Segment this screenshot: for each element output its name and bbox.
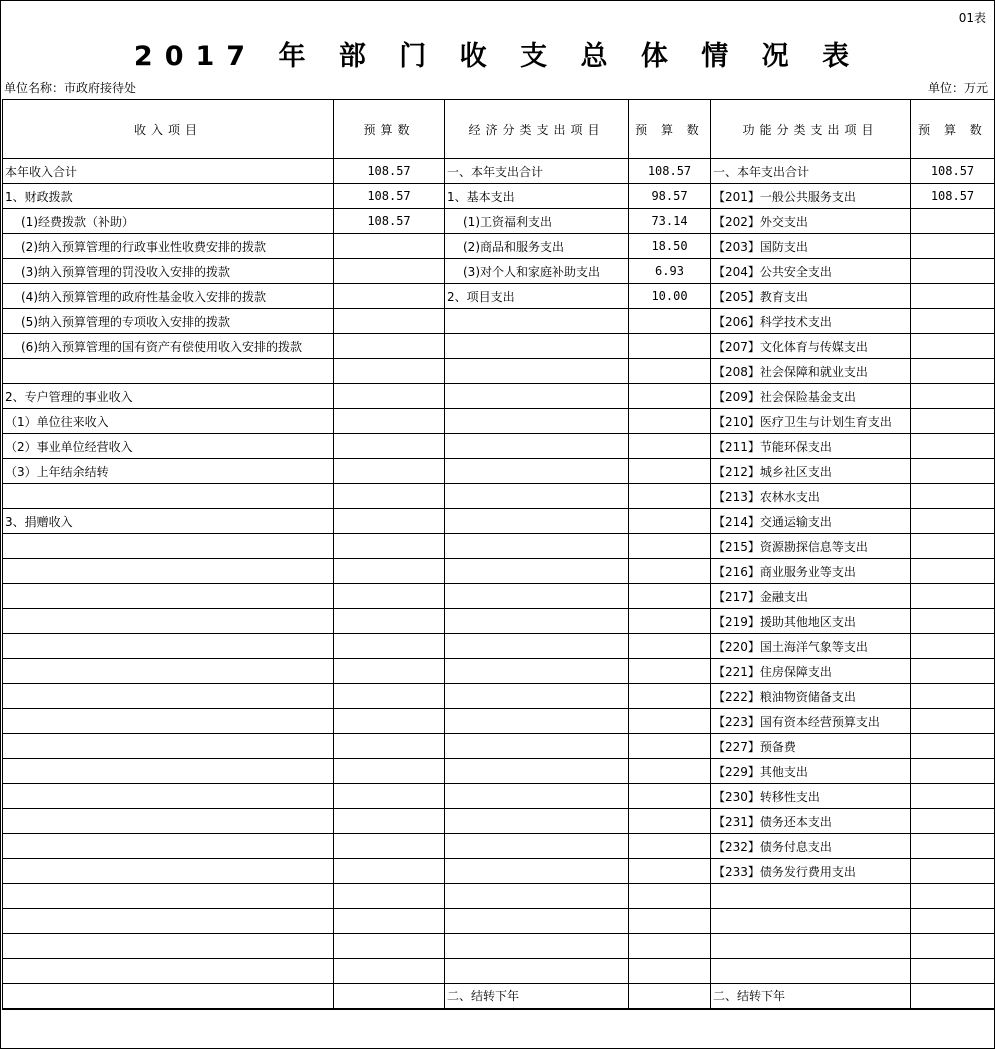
cell-income-budget xyxy=(334,709,445,734)
cell-income-budget: 108.57 xyxy=(334,209,445,234)
cell-economic-budget: 18.50 xyxy=(629,234,711,259)
cell-economic-budget: 73.14 xyxy=(629,209,711,234)
cell-income-item: (4)纳入预算管理的政府性基金收入安排的拨款 xyxy=(3,284,334,309)
cell-income-item xyxy=(3,659,334,684)
cell-economic-budget xyxy=(629,559,711,584)
cell-income-item: (2)纳入预算管理的行政事业性收费安排的拨款 xyxy=(3,234,334,259)
cell-economic-item xyxy=(445,634,629,659)
cell-income-budget xyxy=(334,834,445,859)
cell-economic-budget xyxy=(629,909,711,934)
cell-economic-item xyxy=(445,909,629,934)
cell-functional-budget xyxy=(911,859,995,884)
cell-economic-budget xyxy=(629,434,711,459)
cell-economic-item xyxy=(445,359,629,384)
col-header-income-item: 收入项目 xyxy=(3,100,334,159)
cell-functional-item: 【203】国防支出 xyxy=(711,234,911,259)
cell-income-budget xyxy=(334,509,445,534)
cell-functional-budget xyxy=(911,709,995,734)
cell-income-item xyxy=(3,584,334,609)
cell-functional-budget xyxy=(911,334,995,359)
table-row xyxy=(3,509,995,534)
cell-income-budget xyxy=(334,684,445,709)
cell-functional-budget xyxy=(911,434,995,459)
table-row xyxy=(3,384,995,409)
cell-economic-budget xyxy=(629,384,711,409)
cell-economic-item xyxy=(445,559,629,584)
cell-economic-item xyxy=(445,609,629,634)
cell-functional-budget xyxy=(911,809,995,834)
cell-economic-item xyxy=(445,709,629,734)
cell-economic-item xyxy=(445,834,629,859)
cell-functional-item: 【217】金融支出 xyxy=(711,584,911,609)
table-row xyxy=(3,684,995,709)
cell-functional-item: 二、结转下年 xyxy=(711,984,911,1009)
table-row xyxy=(3,884,995,909)
table-row xyxy=(3,634,995,659)
cell-income-item: (3)纳入预算管理的罚没收入安排的拨款 xyxy=(3,259,334,284)
table-row xyxy=(3,784,995,809)
cell-income-item xyxy=(3,809,334,834)
cell-income-budget xyxy=(334,259,445,284)
cell-economic-budget xyxy=(629,709,711,734)
cell-income-budget: 108.57 xyxy=(334,159,445,184)
cell-income-item xyxy=(3,734,334,759)
cell-functional-item: 【213】农林水支出 xyxy=(711,484,911,509)
cell-functional-item: 【232】债务付息支出 xyxy=(711,834,911,859)
cell-functional-item: 【207】文化体育与传媒支出 xyxy=(711,334,911,359)
cell-functional-budget xyxy=(911,534,995,559)
cell-economic-budget: 6.93 xyxy=(629,259,711,284)
cell-income-budget xyxy=(334,434,445,459)
cell-economic-budget xyxy=(629,959,711,984)
cell-income-item xyxy=(3,959,334,984)
cell-functional-budget xyxy=(911,959,995,984)
cell-economic-item xyxy=(445,459,629,484)
cell-functional-budget xyxy=(911,284,995,309)
cell-economic-item: 2、项目支出 xyxy=(445,284,629,309)
cell-functional-budget xyxy=(911,409,995,434)
cell-income-item: （3）上年结余结转 xyxy=(3,459,334,484)
cell-economic-budget xyxy=(629,584,711,609)
cell-economic-item: 一、本年支出合计 xyxy=(445,159,629,184)
cell-economic-budget xyxy=(629,984,711,1009)
table-row xyxy=(3,959,995,984)
cell-functional-budget xyxy=(911,759,995,784)
cell-income-item xyxy=(3,884,334,909)
cell-income-item xyxy=(3,984,334,1009)
table-row xyxy=(3,234,995,259)
cell-income-item xyxy=(3,634,334,659)
cell-income-budget xyxy=(334,234,445,259)
cell-income-item xyxy=(3,934,334,959)
cell-economic-budget xyxy=(629,734,711,759)
table-row xyxy=(3,459,995,484)
cell-income-item xyxy=(3,484,334,509)
cell-economic-budget: 98.57 xyxy=(629,184,711,209)
cell-functional-item: 【212】城乡社区支出 xyxy=(711,459,911,484)
cell-income-budget xyxy=(334,984,445,1009)
cell-income-budget xyxy=(334,359,445,384)
cell-economic-item xyxy=(445,684,629,709)
cell-income-budget xyxy=(334,484,445,509)
cell-functional-item xyxy=(711,909,911,934)
cell-economic-budget xyxy=(629,609,711,634)
cell-economic-item xyxy=(445,584,629,609)
cell-economic-budget xyxy=(629,409,711,434)
cell-functional-budget xyxy=(911,834,995,859)
cell-functional-item: 【221】住房保障支出 xyxy=(711,659,911,684)
cell-functional-item: 【227】预备费 xyxy=(711,734,911,759)
cell-functional-budget: 108.57 xyxy=(911,184,995,209)
cell-income-budget: 108.57 xyxy=(334,184,445,209)
table-row xyxy=(3,534,995,559)
cell-economic-budget xyxy=(629,309,711,334)
cell-functional-budget xyxy=(911,934,995,959)
cell-income-budget xyxy=(334,534,445,559)
cell-economic-budget xyxy=(629,359,711,384)
cell-income-item: (1)经费拨款（补助） xyxy=(3,209,334,234)
cell-economic-budget xyxy=(629,884,711,909)
table-row xyxy=(3,259,995,284)
cell-functional-budget xyxy=(911,359,995,384)
table-row xyxy=(3,334,995,359)
cell-economic-item xyxy=(445,809,629,834)
table-row xyxy=(3,809,995,834)
table-row xyxy=(3,434,995,459)
table-row xyxy=(3,909,995,934)
cell-income-budget xyxy=(334,334,445,359)
cell-functional-item: 【205】教育支出 xyxy=(711,284,911,309)
cell-income-item xyxy=(3,359,334,384)
cell-functional-item: 【222】粮油物资储备支出 xyxy=(711,684,911,709)
cell-income-item xyxy=(3,834,334,859)
table-row xyxy=(3,659,995,684)
cell-economic-item xyxy=(445,784,629,809)
budget-table xyxy=(2,99,995,1010)
cell-income-item xyxy=(3,859,334,884)
cell-economic-item xyxy=(445,409,629,434)
cell-economic-item xyxy=(445,534,629,559)
cell-income-budget xyxy=(334,934,445,959)
cell-income-budget xyxy=(334,409,445,434)
cell-economic-item: 1、基本支出 xyxy=(445,184,629,209)
cell-economic-item xyxy=(445,759,629,784)
cell-functional-item: 【233】债务发行费用支出 xyxy=(711,859,911,884)
table-row xyxy=(3,209,995,234)
cell-functional-budget xyxy=(911,484,995,509)
cell-functional-budget xyxy=(911,634,995,659)
cell-income-budget xyxy=(334,634,445,659)
cell-functional-budget xyxy=(911,584,995,609)
cell-functional-item xyxy=(711,884,911,909)
cell-economic-budget xyxy=(629,459,711,484)
cell-functional-budget xyxy=(911,909,995,934)
cell-economic-item xyxy=(445,334,629,359)
cell-functional-item: 【214】交通运输支出 xyxy=(711,509,911,534)
cell-functional-item xyxy=(711,959,911,984)
cell-economic-item: 二、结转下年 xyxy=(445,984,629,1009)
cell-income-item: 本年收入合计 xyxy=(3,159,334,184)
cell-income-budget xyxy=(334,384,445,409)
cell-economic-item xyxy=(445,884,629,909)
cell-income-budget xyxy=(334,734,445,759)
cell-functional-budget xyxy=(911,884,995,909)
table-row xyxy=(3,984,995,1009)
col-header-functional-budget: 预 算 数 xyxy=(911,100,995,159)
table-row xyxy=(3,284,995,309)
cell-functional-item: 【215】资源勘探信息等支出 xyxy=(711,534,911,559)
page-title: 2017 年 部 门 收 支 总 体 情 况 表 xyxy=(133,41,862,72)
cell-economic-budget: 108.57 xyxy=(629,159,711,184)
cell-income-item: 2、专户管理的事业收入 xyxy=(3,384,334,409)
cell-functional-item: 【219】援助其他地区支出 xyxy=(711,609,911,634)
cell-functional-item: 【211】节能环保支出 xyxy=(711,434,911,459)
cell-income-item xyxy=(3,609,334,634)
cell-economic-item xyxy=(445,509,629,534)
table-row xyxy=(3,734,995,759)
cell-economic-item: (1)工资福利支出 xyxy=(445,209,629,234)
col-header-income-budget: 预算数 xyxy=(334,100,445,159)
col-header-economic-item: 经济分类支出项目 xyxy=(445,100,629,159)
table-row xyxy=(3,159,995,184)
table-row xyxy=(3,709,995,734)
cell-economic-budget xyxy=(629,859,711,884)
cell-functional-budget xyxy=(911,734,995,759)
cell-functional-item: 【202】外交支出 xyxy=(711,209,911,234)
cell-economic-budget xyxy=(629,509,711,534)
cell-functional-budget xyxy=(911,209,995,234)
cell-income-budget xyxy=(334,759,445,784)
table-row xyxy=(3,184,995,209)
cell-functional-budget xyxy=(911,259,995,284)
cell-economic-item xyxy=(445,384,629,409)
cell-income-item xyxy=(3,909,334,934)
cell-income-budget xyxy=(334,959,445,984)
cell-economic-budget xyxy=(629,484,711,509)
cell-economic-budget xyxy=(629,534,711,559)
cell-income-item xyxy=(3,559,334,584)
cell-income-item: (5)纳入预算管理的专项收入安排的拨款 xyxy=(3,309,334,334)
cell-functional-item: 【204】公共安全支出 xyxy=(711,259,911,284)
cell-income-item: (6)纳入预算管理的国有资产有偿使用收入安排的拨款 xyxy=(3,334,334,359)
cell-economic-budget xyxy=(629,784,711,809)
cell-income-budget xyxy=(334,809,445,834)
cell-income-item: （1）单位往来收入 xyxy=(3,409,334,434)
cell-income-item xyxy=(3,759,334,784)
cell-functional-item: 【220】国土海洋气象等支出 xyxy=(711,634,911,659)
table-row xyxy=(3,484,995,509)
cell-functional-budget xyxy=(911,984,995,1009)
col-header-functional-item: 功能分类支出项目 xyxy=(711,100,911,159)
cell-income-budget xyxy=(334,459,445,484)
cell-functional-budget xyxy=(911,234,995,259)
cell-functional-item: 【229】其他支出 xyxy=(711,759,911,784)
table-row xyxy=(3,309,995,334)
cell-income-item: （2）事业单位经营收入 xyxy=(3,434,334,459)
cell-functional-budget xyxy=(911,684,995,709)
cell-economic-budget xyxy=(629,934,711,959)
cell-income-budget xyxy=(334,284,445,309)
table-row xyxy=(3,359,995,384)
cell-functional-item: 【206】科学技术支出 xyxy=(711,309,911,334)
table-row xyxy=(3,834,995,859)
cell-economic-item xyxy=(445,484,629,509)
cell-functional-budget xyxy=(911,559,995,584)
cell-income-item xyxy=(3,784,334,809)
table-row xyxy=(3,859,995,884)
cell-income-budget xyxy=(334,784,445,809)
cell-economic-item: (3)对个人和家庭补助支出 xyxy=(445,259,629,284)
cell-functional-budget xyxy=(911,784,995,809)
cell-income-budget xyxy=(334,584,445,609)
cell-functional-budget xyxy=(911,509,995,534)
cell-economic-item xyxy=(445,934,629,959)
cell-economic-item: (2)商品和服务支出 xyxy=(445,234,629,259)
unit-label: 单位：万元 xyxy=(927,81,988,95)
cell-income-budget xyxy=(334,859,445,884)
cell-functional-budget xyxy=(911,659,995,684)
cell-functional-item: 【216】商业服务业等支出 xyxy=(711,559,911,584)
cell-functional-item: 【201】一般公共服务支出 xyxy=(711,184,911,209)
cell-income-item: 1、财政拨款 xyxy=(3,184,334,209)
cell-functional-budget xyxy=(911,384,995,409)
table-row xyxy=(3,609,995,634)
cell-functional-item: 【209】社会保险基金支出 xyxy=(711,384,911,409)
cell-economic-budget: 10.00 xyxy=(629,284,711,309)
cell-income-item: 3、捐赠收入 xyxy=(3,509,334,534)
cell-income-budget xyxy=(334,659,445,684)
cell-income-item xyxy=(3,684,334,709)
cell-income-budget xyxy=(334,909,445,934)
cell-income-budget xyxy=(334,884,445,909)
cell-economic-budget xyxy=(629,759,711,784)
table-row xyxy=(3,559,995,584)
table-row xyxy=(3,409,995,434)
table-row xyxy=(3,934,995,959)
header-row xyxy=(3,100,995,159)
col-header-economic-budget: 预 算 数 xyxy=(629,100,711,159)
cell-economic-item xyxy=(445,309,629,334)
cell-functional-item: 【223】国有资本经营预算支出 xyxy=(711,709,911,734)
cell-economic-item xyxy=(445,859,629,884)
cell-economic-budget xyxy=(629,809,711,834)
cell-income-item xyxy=(3,709,334,734)
table-row xyxy=(3,584,995,609)
cell-economic-item xyxy=(445,734,629,759)
cell-economic-item xyxy=(445,959,629,984)
table-code: 01表 xyxy=(958,11,986,25)
cell-functional-item: 【210】医疗卫生与计划生育支出 xyxy=(711,409,911,434)
cell-functional-item: 【208】社会保障和就业支出 xyxy=(711,359,911,384)
cell-income-budget xyxy=(334,609,445,634)
cell-income-budget xyxy=(334,309,445,334)
cell-functional-item: 一、本年支出合计 xyxy=(711,159,911,184)
cell-economic-budget xyxy=(629,659,711,684)
table-row xyxy=(3,759,995,784)
cell-economic-item xyxy=(445,434,629,459)
cell-economic-budget xyxy=(629,834,711,859)
cell-income-budget xyxy=(334,559,445,584)
unit-name: 单位名称：市政府接待处 xyxy=(4,81,137,95)
cell-economic-budget xyxy=(629,634,711,659)
cell-income-item xyxy=(3,534,334,559)
cell-economic-budget xyxy=(629,684,711,709)
cell-functional-budget: 108.57 xyxy=(911,159,995,184)
cell-functional-item: 【230】转移性支出 xyxy=(711,784,911,809)
cell-economic-item xyxy=(445,659,629,684)
cell-functional-budget xyxy=(911,609,995,634)
cell-functional-item: 【231】债务还本支出 xyxy=(711,809,911,834)
cell-economic-budget xyxy=(629,334,711,359)
cell-functional-budget xyxy=(911,309,995,334)
cell-functional-budget xyxy=(911,459,995,484)
cell-functional-item xyxy=(711,934,911,959)
